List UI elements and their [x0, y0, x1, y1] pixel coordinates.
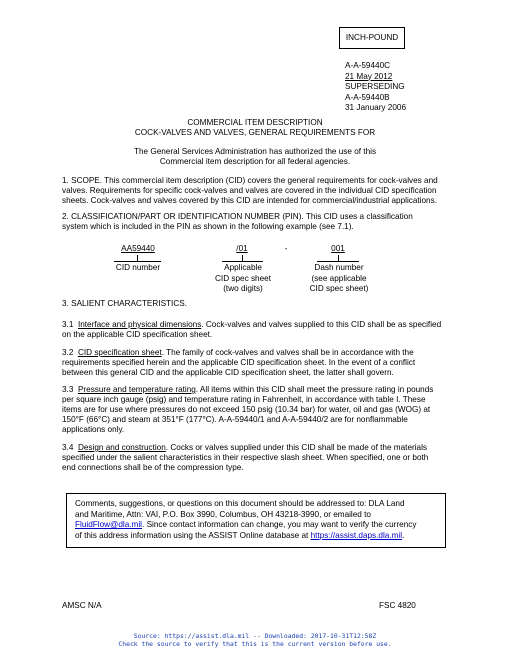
pin-label-cid: CID number — [115, 263, 161, 272]
title-line-1: COMMERCIAL ITEM DESCRIPTION — [187, 118, 323, 127]
section-text: . Cocks or valves supplied under this CID shall be made of the materials — [165, 443, 428, 452]
pin-label-dash-line: (see applicable — [311, 273, 367, 283]
doc-id: A-A-59440C — [345, 61, 391, 70]
title-line-2: COCK-VALVES AND VALVES, GENERAL REQUIREMENTS FOR — [134, 128, 376, 137]
section-number: 3.3 — [62, 385, 74, 394]
verify-line: Check the source to verify that this is the current version before use. — [118, 640, 392, 648]
fsc-label: FSC 4820 — [379, 601, 416, 610]
section-text: . All items within this CID shall meet the pressure rating in pounds — [195, 385, 434, 394]
section-number: 3.2 — [62, 348, 74, 357]
authorization-statement — [0, 147, 510, 167]
pin-label-dash — [298, 263, 380, 295]
pin-dash: - — [284, 244, 288, 253]
section-text: between this general CID and the applicable CID specification sheet, the latter shall govern. — [62, 368, 394, 377]
comments-line: . Since contact information can change, you may want to verify the currency — [142, 520, 417, 529]
source-line: Source: https://assist.dla.mil -- Downloaded: 2017-10-31T12:58Z — [133, 632, 377, 640]
pin-label-sheet-line: CID spec sheet — [215, 273, 271, 283]
pin-part-cid: AA59440 — [121, 244, 155, 253]
salient-heading: 3. SALIENT CHARACTERISTICS. — [62, 299, 187, 308]
amsc-label: AMSC N/A — [62, 601, 102, 610]
pin-part-sheet: /01 — [236, 244, 248, 253]
section-text: . Cock-valves and valves supplied to this CID shall be as specified — [201, 320, 442, 329]
pin-connector — [222, 261, 263, 262]
comments-line: and Maritime, Attn: VAI, P.O. Box 3990, Columbus, OH 43218-3990, or emailed to — [75, 509, 371, 519]
email-link[interactable]: FluidFlow@dla.mil — [75, 520, 143, 529]
section-text: . The family of cock-valves and valves shall be in accordance with the — [161, 348, 414, 357]
section-title: CID specification sheet — [77, 348, 162, 357]
source-footer — [0, 632, 510, 648]
document-identifiers — [345, 61, 406, 114]
scope-line-2: valves. Requirements for specific cock-valves and valves are covered in the individual CID specification — [62, 186, 437, 195]
classification-line-1: 2. CLASSIFICATION/PART OR IDENTIFICATION NUMBER (PIN). This CID uses a classification — [62, 212, 413, 221]
assist-link[interactable]: https://assist.daps.dla.mil — [310, 530, 403, 540]
superseded-id: A-A-59440B — [345, 92, 390, 102]
comments-line: Comments, suggestions, or questions on this document should be addressed to: DLA Land — [75, 499, 405, 508]
scope-line-1: 1. SCOPE. This commercial item description (CID) covers the general requirements for cock-valves and — [62, 176, 438, 185]
section-title: Pressure and temperature rating — [77, 385, 196, 394]
superseded-date: 31 January 2006 — [345, 103, 406, 112]
pin-connector — [114, 261, 161, 262]
pin-label-sheet-line: Applicable — [224, 263, 262, 272]
pin-part-dash-number: 001 — [331, 244, 345, 253]
section-title: Interface and physical dimensions — [77, 320, 202, 329]
section-title: Design and construction — [77, 443, 166, 452]
authorization-line-2: Commercial item description for all federal agencies. — [159, 157, 351, 166]
pin-label-dash-line: Dash number — [314, 263, 364, 272]
doc-date: 21 May 2012 — [345, 71, 393, 81]
section-text: per square inch gauge (psig) and temperature rating in Fahrenheit, in accordance with table I. These — [62, 395, 426, 404]
section-number: 3.4 — [62, 443, 74, 452]
section-text: specified under the salient characteristics in their respective slash sheet. When specified, one or both — [62, 453, 429, 462]
comments-box — [66, 493, 446, 548]
authorization-line-1: The General Services Administration has authorized the use of this — [133, 147, 377, 156]
scope-paragraph — [62, 176, 452, 206]
section-3-2 — [62, 348, 452, 378]
section-3-1 — [62, 320, 452, 340]
pin-label-sheet-line: (two digits) — [223, 284, 263, 293]
section-3-3 — [62, 385, 452, 435]
section-number: 3.1 — [62, 320, 74, 329]
pin-label-sheet — [207, 263, 279, 295]
section-text: 150°F (66°C) and steam at 351°F (177°C). A-A-59440/1 and A-A-59440/2 are for nonflammable — [62, 415, 408, 424]
superseding-label: SUPERSEDING — [345, 82, 405, 91]
classification-line-2: system which is included in the PIN as shown in the following example (see 7.1). — [62, 222, 354, 231]
inch-pound-badge: INCH-POUND — [339, 27, 405, 49]
pin-label-dash-line: CID spec sheet) — [309, 284, 369, 293]
scope-line-3: sheets. Cock-valves and valves covered by this CID are intended for commercial/industrial applications. — [62, 196, 437, 205]
section-text: end connections shall be of the compression type. — [62, 463, 244, 472]
comments-line: of this address information using the ASSIST Online database at — [75, 530, 311, 540]
section-3-4 — [62, 443, 452, 473]
classification-paragraph — [62, 212, 452, 232]
section-text: requirements specified herein and the applicable CID specification sheet. In the event of a conflict — [62, 358, 416, 367]
pin-connector — [317, 261, 359, 262]
document-title — [0, 118, 510, 138]
section-text: on the applicable CID specification sheet. — [62, 330, 213, 339]
section-text: applications only. — [62, 425, 125, 434]
comments-line: . — [402, 530, 405, 540]
section-text: items are for use where pressures do not exceed 150 psig (10.34 bar) for water, oil and gas (WOG) at — [62, 405, 431, 414]
